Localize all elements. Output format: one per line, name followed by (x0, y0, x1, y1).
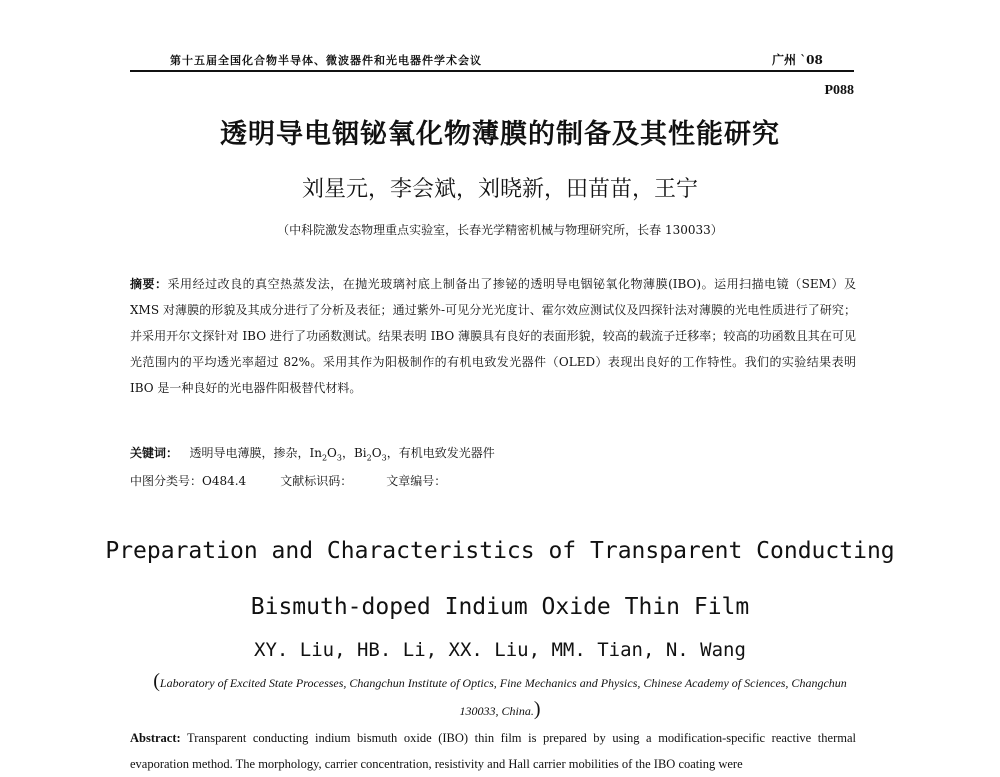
abstract-english (130, 725, 856, 777)
title-chinese: 透明导电铟铋氧化物薄膜的制备及其性能研究 (220, 119, 780, 150)
keywords (130, 444, 495, 462)
authors-english: XY. Liu, HB. Li, XX. Liu, MM. Tian, N. Wang (254, 639, 746, 661)
abstract-english-label: Abstract: (130, 731, 181, 745)
clc-number: 中图分类号：O484.4 (130, 474, 247, 488)
keywords-label: 关键词： (130, 446, 179, 460)
affiliation-open-paren: ( (153, 670, 160, 692)
classification-line (130, 472, 480, 489)
article-number: 文章编号： (386, 474, 447, 488)
affiliation-chinese: （中科院激发态物理重点实验室，长春光学精密机械与物理研究所，长春 130033） (277, 223, 723, 237)
header-rule (130, 70, 854, 72)
affiliation-close-paren: ) (533, 698, 541, 720)
abstract-chinese-text: 采用经过改良的真空热蒸发法，在抛光玻璃衬底上制备出了掺铋的透明导电铟铋氧化物薄膜(IBO)。运用扫描电镜（SEM）及 XMS 对薄膜的形貌及其成分进行了分析及表征；通过紫外-可见分光光度计、霍尔效应测试仪及四探针法对薄膜的光电性质进行了研究；并采用开尔文探针对 IBO 进行了功函数测试。结果表明 IBO 薄膜具有良好的表面形貌，较高的载流子迁移率；较高的功函数且其在可见光范围内的平均透光率超过 82%。采用其作为阳极制作的有机电致发光器件（OLED）表现出良好的工作特性。我们的实验结果表明 IBO 是一种良好的光电器件阳极替代材料。 (130, 277, 856, 395)
title-english-line1: Preparation and Characteristics of Transparent Conducting (105, 538, 895, 564)
abstract-chinese (130, 271, 856, 401)
abstract-chinese-label: 摘要： (130, 277, 168, 291)
abstract-english-text: Transparent conducting indium bismuth oxide (IBO) thin film is prepared by using a modification-specific reactive thermal evaporation method. The morphology, carrier concentration, resistivity and Hall carrier mobilities of the IBO coating were (130, 731, 856, 771)
keywords-text: 透明导电薄膜，掺杂，$In_2O_3$，$Bi_2O_3$，有机电致发光器件 (189, 446, 495, 463)
conference-name: 第十五届全国化合物半导体、微波器件和光电器件学术会议 (170, 54, 482, 67)
paper-code: P088 (824, 83, 854, 98)
affiliation-english-text: Laboratory of Excited State Processes, Changchun Institute of Optics, Fine Mechanics and Physics, Chinese Academy of Sciences, Changchun 130033, China. (159, 676, 847, 718)
title-english-line2: Bismuth-doped Indium Oxide Thin Film (250, 594, 750, 620)
affiliation-english (140, 668, 860, 724)
document-code: 文献标识码： (280, 474, 353, 488)
authors-chinese: 刘星元，李会斌，刘晓新，田苗苗，王宁 (301, 177, 698, 202)
conference-location-year: 广州 `08 (772, 53, 823, 67)
